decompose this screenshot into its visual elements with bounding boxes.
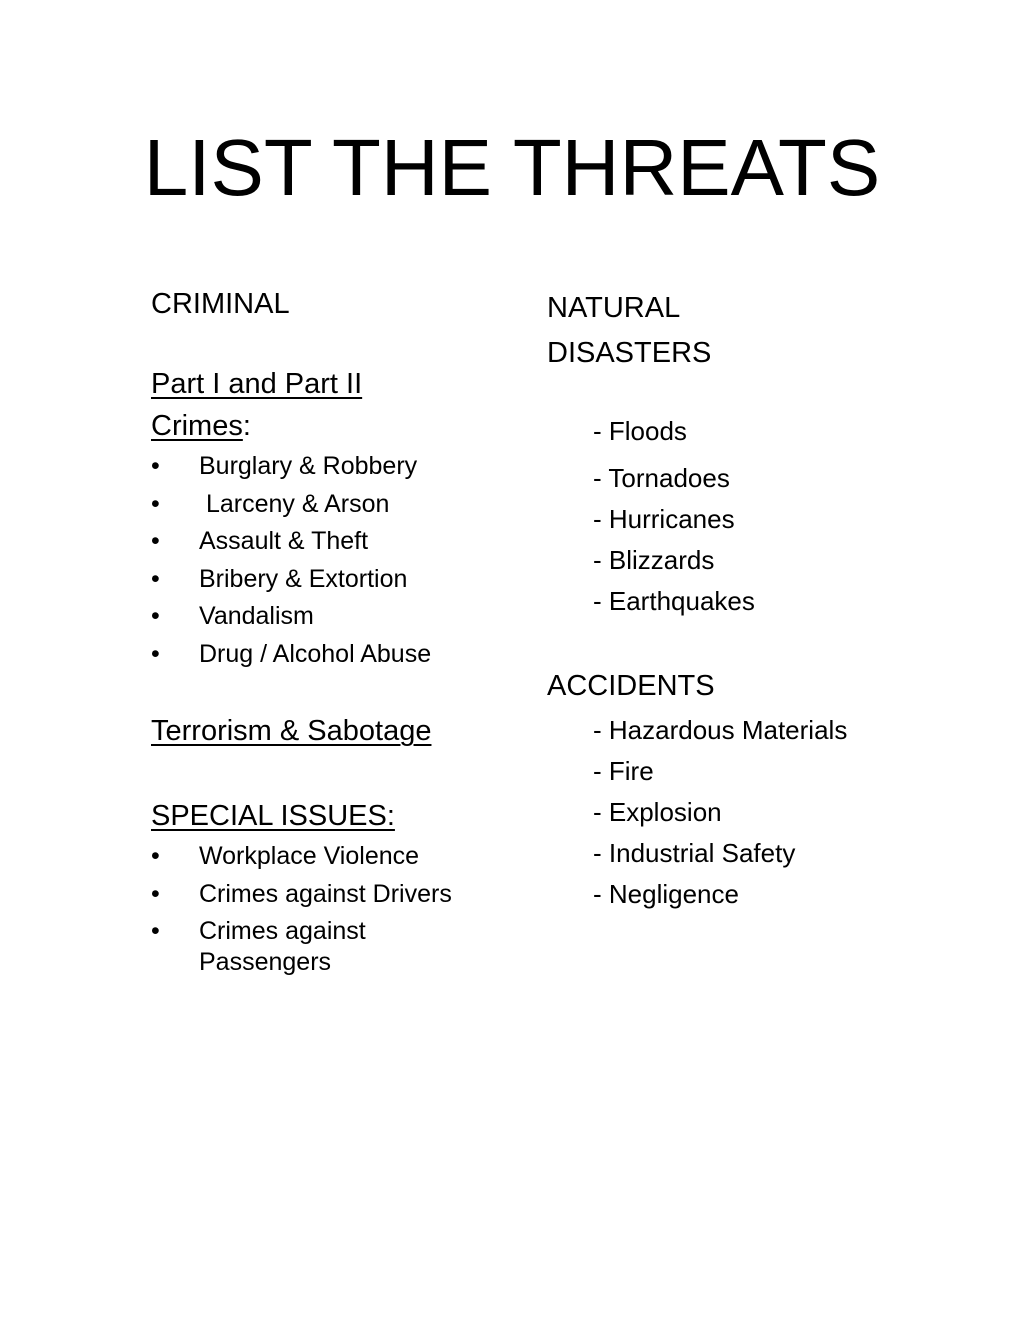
criminal-heading: CRIMINAL (151, 288, 290, 320)
list-item: - Hurricanes (593, 504, 735, 534)
list-item: - Floods (593, 416, 687, 446)
list-item: - Hazardous Materials (593, 715, 848, 745)
special-issue-label: Workplace Violence (199, 842, 420, 870)
bullet-icon: • (151, 564, 160, 593)
special-issue-label: Crimes against Drivers (199, 879, 452, 908)
crime-label: Vandalism (199, 602, 314, 631)
natural-heading-line2: DISASTERS (547, 337, 712, 369)
bullet-icon: • (151, 917, 160, 946)
natural-heading-line1: NATURAL (547, 292, 681, 324)
crime-label: Drug / Alcohol Abuse (199, 639, 432, 668)
list-item: - Negligence (593, 879, 739, 909)
list-item: - Earthquakes (593, 586, 755, 616)
crimes-colon: : (242, 410, 251, 442)
list-item: - Fire (593, 756, 654, 786)
part-crimes-heading-line1: Part I and Part II (151, 368, 363, 400)
crime-label: Assault & Theft (199, 527, 369, 556)
bullet-icon: • (151, 527, 160, 556)
accidents-list (593, 710, 847, 915)
part-crimes-heading-line2 (151, 405, 251, 448)
list-item: - Industrial Safety (593, 838, 796, 868)
accidents-heading: ACCIDENTS (547, 670, 715, 702)
crime-label: Bribery & Extortion (199, 564, 408, 593)
special-issue-label: Crimes against Passengers (199, 917, 366, 977)
crimes-word: Crimes (151, 410, 243, 442)
crime-label: Larceny & Arson (199, 489, 390, 518)
list-item: - Tornadoes (593, 463, 730, 493)
bullet-icon: • (151, 489, 160, 518)
bullet-icon: • (151, 602, 160, 631)
special-issues-heading: SPECIAL ISSUES: (151, 800, 395, 832)
natural-disasters-list (593, 411, 755, 622)
bullet-icon: • (151, 879, 160, 908)
page-title: LIST THE THREATS (143, 123, 881, 212)
bullet-icon: • (151, 452, 160, 480)
terrorism-heading: Terrorism & Sabotage (151, 715, 432, 747)
list-item: - Blizzards (593, 545, 715, 575)
bullet-icon: • (151, 639, 160, 668)
list-item: - Explosion (593, 797, 722, 827)
bullet-icon: • (151, 842, 160, 870)
crime-label: Burglary & Robbery (199, 452, 418, 480)
